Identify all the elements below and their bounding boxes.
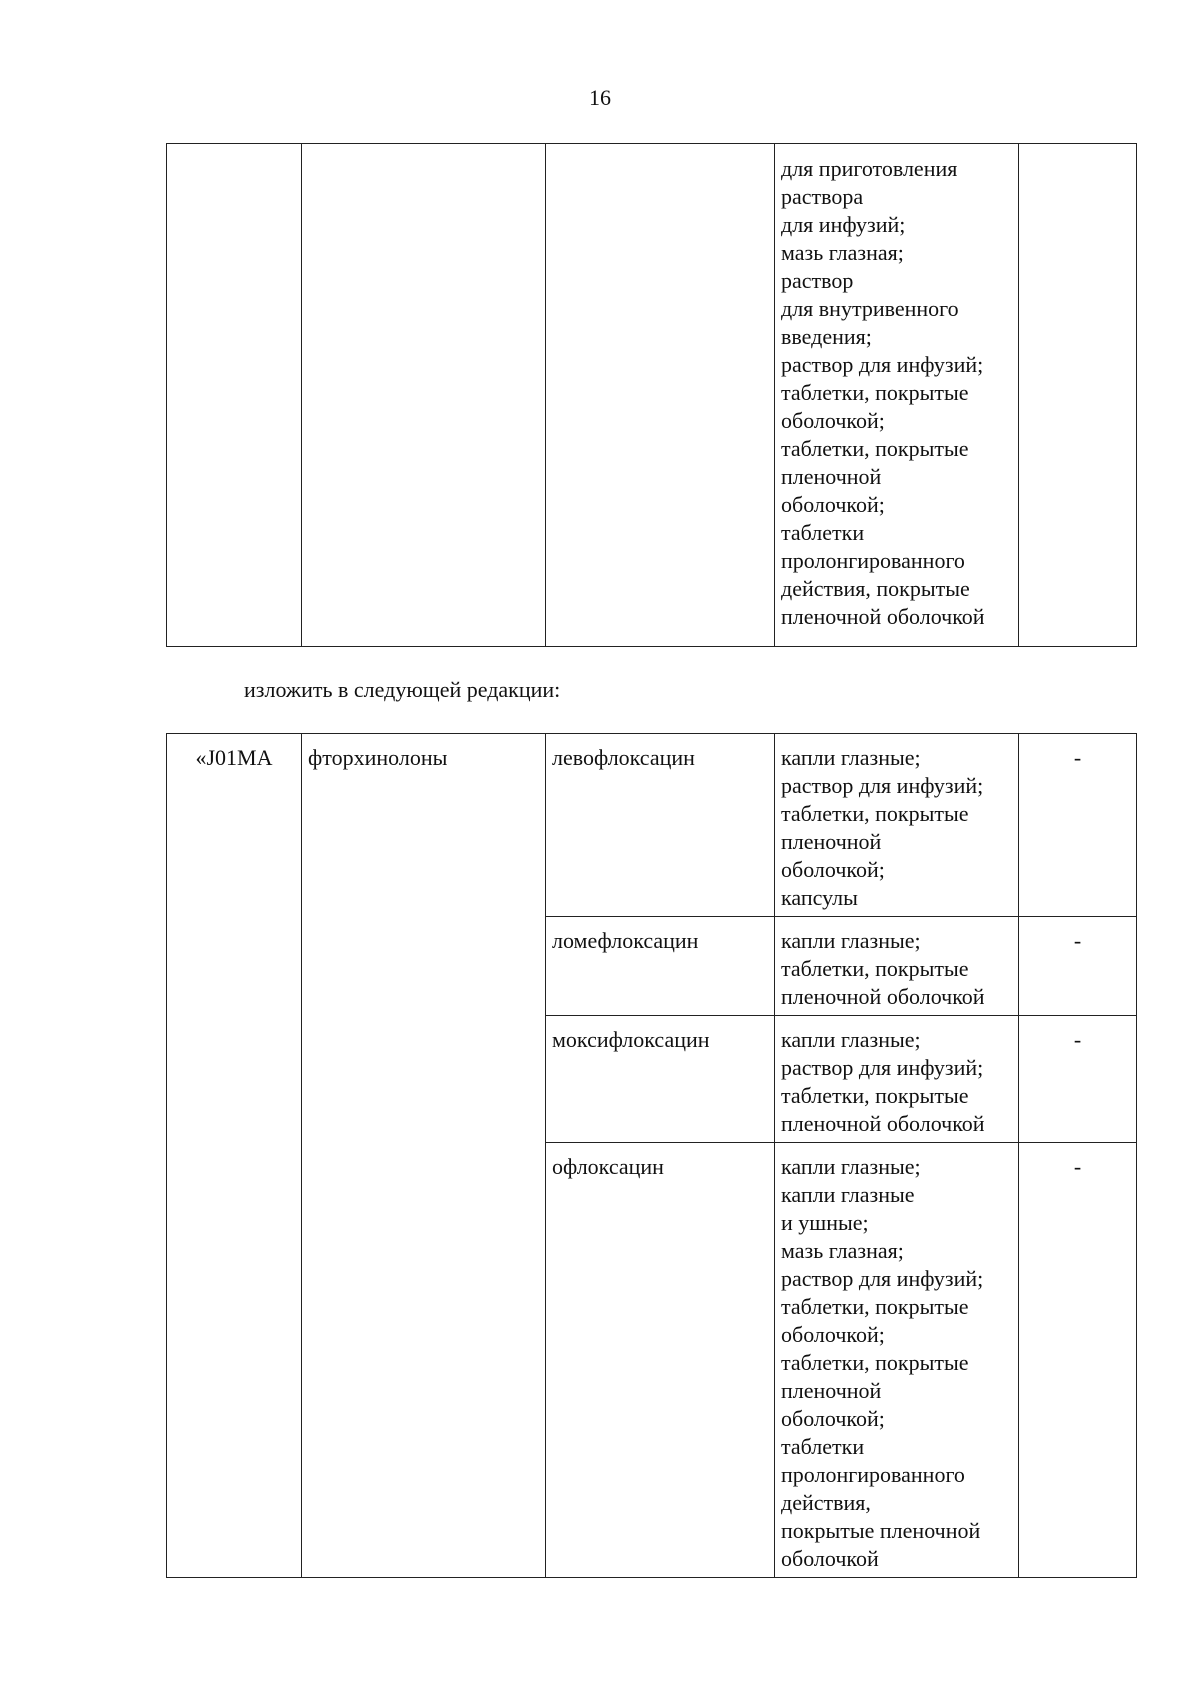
dosage-forms-cell	[775, 917, 1019, 1016]
dosage-form-line: капли глазные;	[781, 1027, 921, 1052]
dosage-form-line: оболочкой;	[781, 1322, 885, 1347]
dosage-form-line: оболочкой	[781, 1546, 879, 1571]
dosage-form-line: пленочной	[781, 464, 882, 489]
dosage-form-line: пленочной оболочкой	[781, 1111, 985, 1136]
restriction-cell: -	[1019, 734, 1137, 917]
drug-cell: левофлоксацин	[546, 734, 775, 917]
drug-cell: ломефлоксацин	[546, 917, 775, 1016]
dosage-form-line: капли глазные;	[781, 745, 921, 770]
dosage-form-line: действия,	[781, 1490, 871, 1515]
dosage-form-line: раствор для инфузий;	[781, 1055, 984, 1080]
dosage-forms-cell	[775, 1143, 1019, 1578]
dosage-forms-cell	[775, 144, 1019, 647]
dosage-form-line: пленочной	[781, 1378, 882, 1403]
dosage-form-line: таблетки, покрытые	[781, 1083, 969, 1108]
dosage-form-line: и ушные;	[781, 1210, 869, 1235]
drug-cell: моксифлоксацин	[546, 1016, 775, 1143]
restriction-cell: -	[1019, 917, 1137, 1016]
dosage-form-line: таблетки, покрытые	[781, 380, 969, 405]
dosage-form-line: таблетки, покрытые	[781, 436, 969, 461]
dosage-form-line: таблетки, покрытые	[781, 956, 969, 981]
dosage-form-line: пленочной	[781, 829, 882, 854]
dosage-form-line: раствор для инфузий;	[781, 352, 984, 377]
dosage-form-line: капли глазные;	[781, 1154, 921, 1179]
dosage-form-line: таблетки, покрытые	[781, 1294, 969, 1319]
dosage-form-line: пролонгированного	[781, 548, 965, 573]
dosage-form-line: действия, покрытые	[781, 576, 970, 601]
dosage-form-line: введения;	[781, 324, 872, 349]
dosage-form-line: пролонгированного	[781, 1462, 965, 1487]
dosage-form-line: капли глазные	[781, 1182, 915, 1207]
dosage-form-line: мазь глазная;	[781, 1238, 904, 1263]
dosage-form-line: раствор для инфузий;	[781, 1266, 984, 1291]
dosage-form-line: раствор для инфузий;	[781, 773, 984, 798]
page-number: 16	[589, 85, 611, 110]
dosage-form-line: таблетки	[781, 1434, 865, 1459]
dosage-forms-cell	[775, 1016, 1019, 1143]
dosage-form-line: оболочкой;	[781, 857, 885, 882]
dosage-forms-cell	[775, 734, 1019, 917]
dosage-form-line: раствор	[781, 268, 854, 293]
code-cell	[167, 144, 302, 647]
dosage-form-line: оболочкой;	[781, 408, 885, 433]
dosage-form-line: для инфузий;	[781, 212, 906, 237]
dosage-form-line: капсулы	[781, 885, 858, 910]
previous-table-continuation	[166, 143, 1137, 647]
group-cell: фторхинолоны	[302, 734, 546, 1578]
dosage-form-line: капли глазные;	[781, 928, 921, 953]
drug-cell	[546, 144, 775, 647]
dosage-form-line: оболочкой;	[781, 492, 885, 517]
restriction-cell	[1019, 144, 1137, 647]
dosage-form-line: пленочной оболочкой	[781, 984, 985, 1009]
dosage-form-line: таблетки, покрытые	[781, 801, 969, 826]
table-row	[167, 144, 1137, 647]
group-cell	[302, 144, 546, 647]
dosage-form-line: оболочкой;	[781, 1406, 885, 1431]
dosage-form-line: для приготовления	[781, 156, 958, 181]
dosage-form-line: покрытые пленочной	[781, 1518, 981, 1543]
atc-code-cell: «J01MA	[167, 734, 302, 1578]
dosage-form-line: для внутривенного	[781, 296, 959, 321]
dosage-form-line: пленочной оболочкой	[781, 604, 985, 629]
restriction-cell: -	[1019, 1143, 1137, 1578]
instruction-text: изложить в следующей редакции:	[244, 677, 561, 702]
dosage-form-line: мазь глазная;	[781, 240, 904, 265]
dosage-form-line: раствора	[781, 184, 864, 209]
table-row	[167, 734, 1137, 917]
restriction-cell: -	[1019, 1016, 1137, 1143]
dosage-form-line: таблетки, покрытые	[781, 1350, 969, 1375]
new-edition-table	[166, 733, 1137, 1578]
dosage-form-line: таблетки	[781, 520, 865, 545]
drug-cell: офлоксацин	[546, 1143, 775, 1578]
